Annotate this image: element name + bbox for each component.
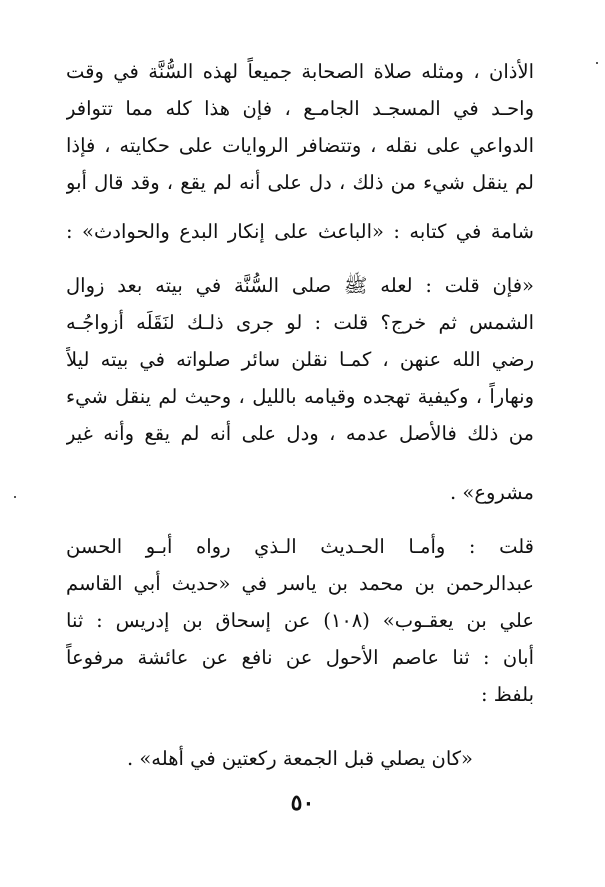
paragraph-2-line-3: رضي الله عنهن ، كمـا نقلن سائر صلواته في بيته ليلاً bbox=[66, 348, 534, 371]
paragraph-1-line-1: الأذان ، ومثله صلاة الصحابة جميعاً لهذه السُّنَّة في وقت bbox=[66, 60, 534, 83]
paragraph-1-line-5: شامة في كتابه : «الباعث على إنكار البدع والحوادث» : bbox=[66, 220, 534, 243]
paragraph-2-line-5: من ذلك فالأصل عدمه ، ودل على أنه لم يقع وأنه غير bbox=[66, 422, 534, 445]
paragraph-3-line-1: قلت : وأمـا الحـديث الـذي رواه أبـو الحسن bbox=[66, 535, 534, 558]
scan-speck bbox=[596, 62, 598, 64]
paragraph-3-line-3: علي بن يعقـوب» (١٠٨) عن إسحاق بن إدريس : ثنا bbox=[66, 609, 534, 632]
page-number: ٥٠ bbox=[290, 790, 315, 816]
scan-speck bbox=[14, 496, 16, 498]
paragraph-1-line-4: لم ينقل شيء من ذلك ، دل على أنه لم يقع ، وقد قال أبو bbox=[66, 171, 534, 194]
paragraph-1-line-2: واحـد في المسجـد الجامـع ، فإن هذا كله مما تتوافر bbox=[66, 97, 534, 120]
paragraph-2-line-2: الشمس ثم خرج؟ قلت : لو جرى ذلـك لنَقَلَه أزواجُـه bbox=[66, 311, 534, 334]
paragraph-3-line-2: عبدالرحمن بن محمد بن ياسر في «حديث أبي القاسم bbox=[66, 572, 534, 595]
hadith-quote: «كان يصلي قبل الجمعة ركعتين في أهله» . bbox=[126, 747, 473, 770]
paragraph-3-line-4: أبان : ثنا عاصم الأحول عن نافع عن عائشة مرفوعاً bbox=[66, 646, 534, 669]
paragraph-2-line-1: «فإن قلت : لعله ﷺ صلى السُّنَّة في بيته بعد زوال bbox=[66, 274, 534, 297]
paragraph-1-line-3: الدواعي على نقله ، وتتضافر الروايات على حكايته ، فإذا bbox=[66, 134, 534, 157]
paragraph-3-line-5: بلفظ : bbox=[480, 683, 534, 706]
paragraph-2-line-6: مشروع» . bbox=[450, 481, 534, 504]
paragraph-2-line-4: ونهاراً ، وكيفية تهجده وقيامه بالليل ، وحيث لم ينقل شيء bbox=[66, 385, 534, 408]
